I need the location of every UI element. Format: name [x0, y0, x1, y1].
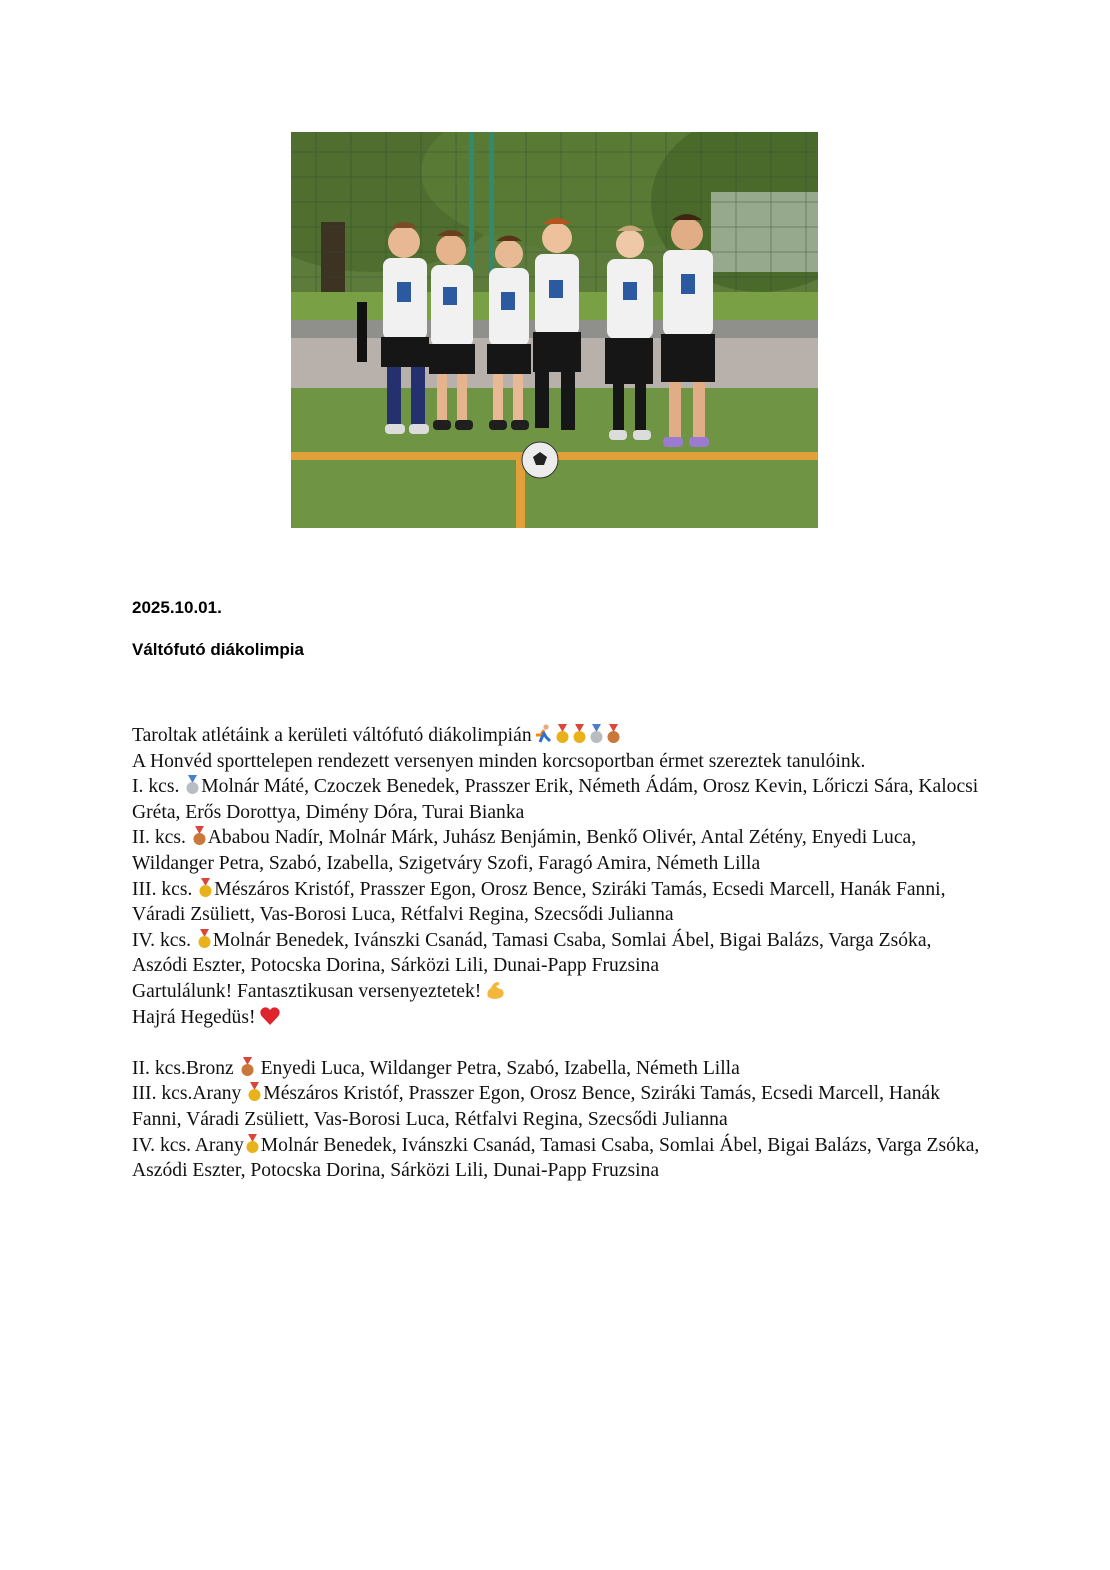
- congrats-line: Gartulálunk! Fantasztikusan versenyeztetek!: [132, 979, 982, 1005]
- gold-medal-icon: [556, 724, 569, 744]
- group-row-1: I. kcs. Molnár Máté, Czoczek Benedek, Prasszer Erik, Németh Ádám, Orosz Kevin, Lőriczi Sára, Kalocsi Gréta, Erős Dorottya, Dimény Dóra, Turai Bianka: [132, 776, 979, 823]
- group-row-3: III. kcs. Mészáros Kristóf, Prasszer Egon, Orosz Bence, Sziráki Tamás, Ecsedi Marcell, Hanák Fanni, Váradi Zsüliett, Vas-Borosi Luca, Rétfalvi Regina, Szecsődi Julianna: [132, 878, 946, 926]
- bronze-medal-icon: [607, 724, 620, 744]
- red-heart-icon: [259, 1005, 281, 1027]
- intro-line-1: Taroltak atlétáink a kerületi váltófutó diákolimpián: [132, 723, 982, 749]
- runner-icon: [532, 723, 554, 745]
- spacer: [132, 1030, 982, 1056]
- bronze-medal-icon: [193, 826, 206, 846]
- gold-medal-icon: [198, 929, 211, 949]
- gold-medal-icon: [199, 878, 212, 898]
- summary-row-1: II. kcs.Bronz Enyedi Luca, Wildanger Petra, Szabó, Izabella, Németh Lilla: [132, 1057, 740, 1079]
- gold-medal-icon: [246, 1134, 259, 1154]
- bronze-medal-icon: [241, 1057, 254, 1077]
- team-photo-illustration: [291, 132, 818, 528]
- group-row-4: IV. kcs. Molnár Benedek, Ivánszki Csanád, Tamasi Csaba, Somlai Ábel, Bigai Balázs, Varga Zsóka, Aszódi Eszter, Potocska Dorina, Sárközi Lili, Dunai-Papp Fruzsina: [132, 929, 932, 977]
- flexed-bicep-icon: [484, 979, 506, 1001]
- silver-medal-icon: [186, 775, 199, 795]
- gold-medal-icon: [248, 1082, 261, 1102]
- post-date: 2025.10.01.: [132, 598, 222, 617]
- cheer-line: Hajrá Hegedüs!: [132, 1005, 982, 1031]
- team-photo: [291, 132, 818, 528]
- group-row-2: II. kcs. Ababou Nadír, Molnár Márk, Juhász Benjámin, Benkő Olivér, Antal Zétény, Enyedi Luca, Wildanger Petra, Szabó, Izabella, Szigetváry Szofi, Faragó Amira, Németh Lilla: [132, 827, 917, 874]
- post-title: Váltófutó diákolimpia: [132, 640, 304, 659]
- intro-line-2: A Honvéd sporttelepen rendezett versenyen minden korcsoportban érmet szereztek tanulóink.: [132, 750, 866, 772]
- summary-row-2: III. kcs.Arany Mészáros Kristóf, Prasszer Egon, Orosz Bence, Sziráki Tamás, Ecsedi Marcell, Hanák Fanni, Váradi Zsüliett, Vas-Borosi Luca, Rétfalvi Regina, Szecsődi Julianna: [132, 1083, 941, 1130]
- gold-medal-icon: [573, 724, 586, 744]
- summary-row-3: IV. kcs. Arany Molnár Benedek, Ivánszki Csanád, Tamasi Csaba, Somlai Ábel, Bigai Balázs, Varga Zsóka, Aszódi Eszter, Potocska Dorina, Sárközi Lili, Dunai-Papp Fruzsina: [132, 1134, 980, 1182]
- silver-medal-icon: [590, 724, 603, 744]
- article-body: [132, 723, 982, 1184]
